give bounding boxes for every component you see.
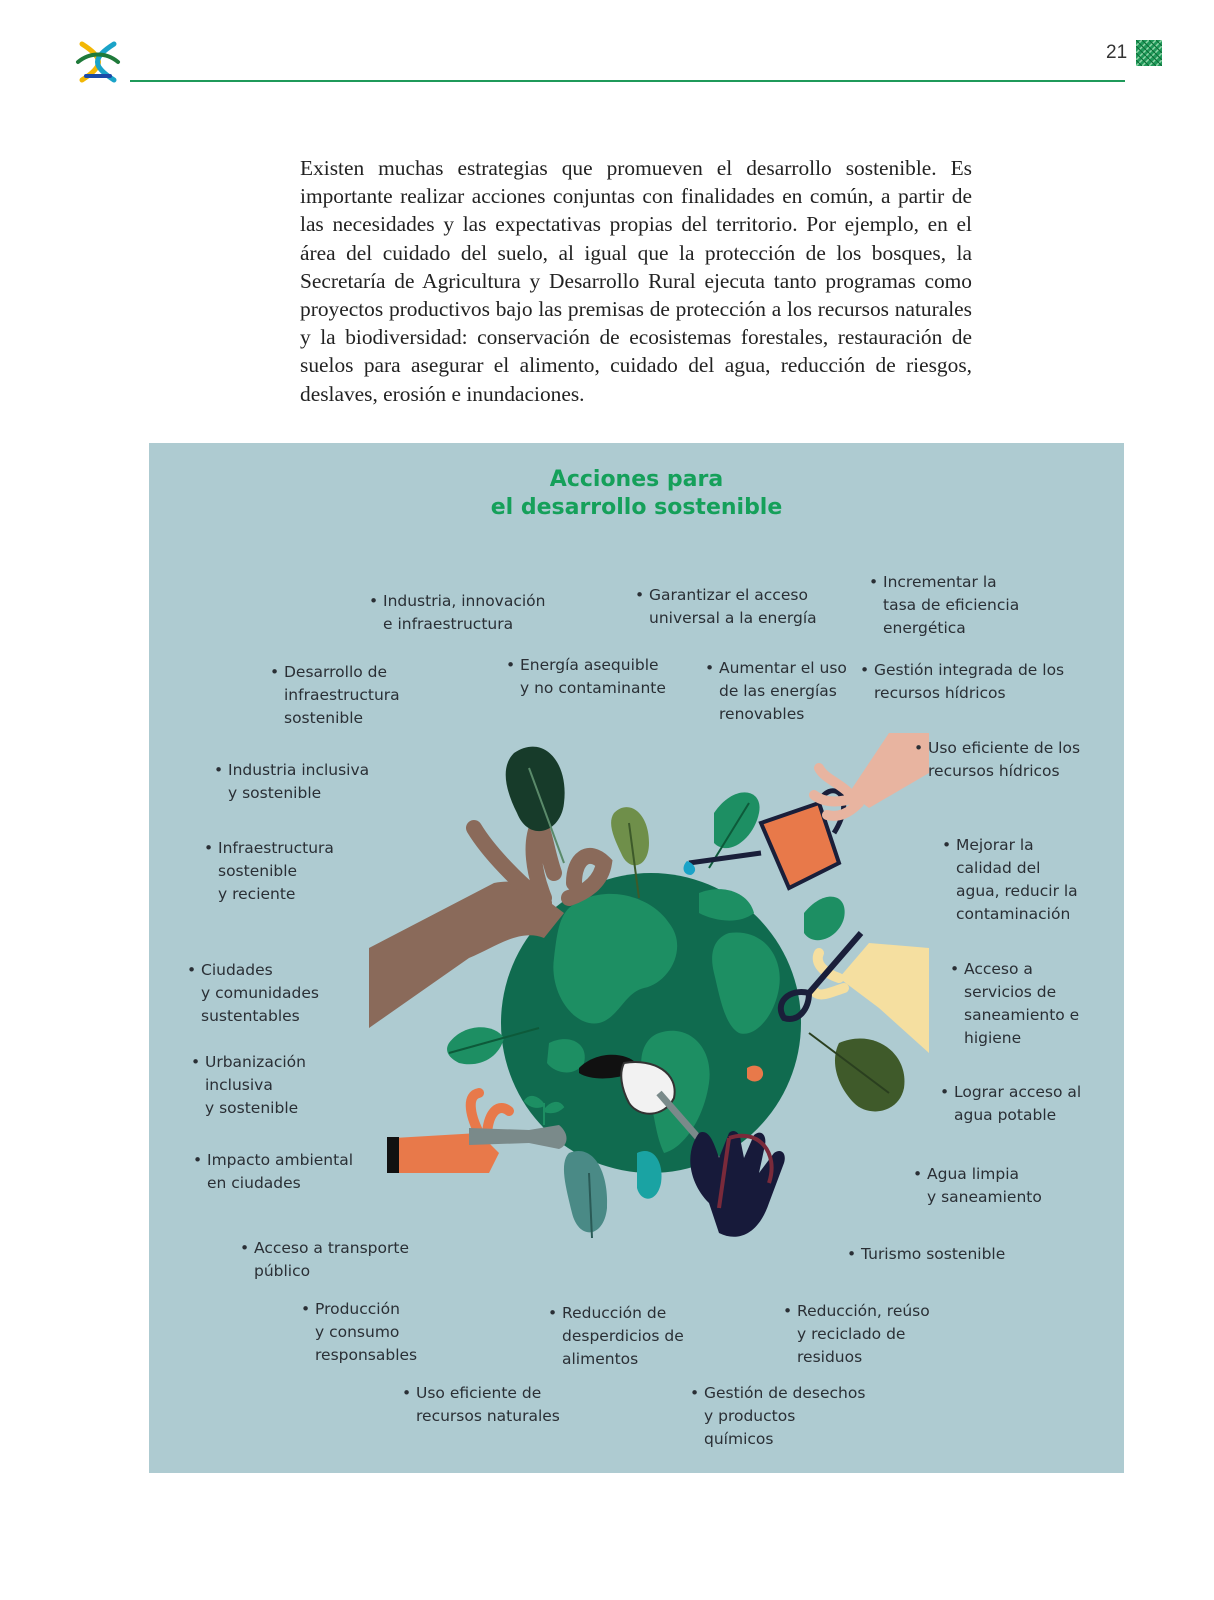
globe-hands-plants-illustration: [369, 733, 929, 1273]
action-item-ciudades-comunidades: • Ciudades y comunidades sustentables: [187, 961, 319, 1025]
pale-arm: [839, 943, 929, 1053]
action-item-uso-eficiente-hidricos: • Uso eficiente de los recursos hídricos: [914, 739, 1081, 780]
teal-leaf: [714, 792, 760, 848]
action-item-industria-innovacion: • Industria, innovación e infraestructura: [369, 592, 546, 633]
small-creature: [747, 1066, 763, 1082]
double-helix-logo-icon: [74, 38, 122, 86]
action-item-agua-potable: • Lograr acceso al agua potable: [940, 1083, 1082, 1124]
header-rule: [130, 80, 1125, 82]
action-item-infraestructura-sostenible: • Desarrollo de infraestructura sostenible: [270, 663, 400, 727]
action-item-acceso-energia: • Garantizar el acceso universal a la energía: [635, 586, 817, 627]
action-item-produccion-consumo: • Producción y consumo responsables: [301, 1300, 418, 1364]
action-item-recursos-naturales: • Uso eficiente de recursos naturales: [402, 1384, 560, 1425]
action-item-energias-renovables: • Aumentar el uso de las energías renovables: [705, 659, 847, 723]
black-cuff: [387, 1137, 399, 1173]
infographic-title-line2: el desarrollo sostenible: [490, 495, 783, 520]
page-number: 21: [1106, 42, 1128, 63]
dark-leaf: [506, 747, 565, 831]
action-item-infraestructura-reciente: • Infraestructura sostenible y reciente: [204, 839, 334, 903]
intro-paragraph: Existen muchas estrategias que promueven el desarrollo sostenible. Es importante realizar acciones conjuntas con finalidades en común, a partir de las necesidades y las expectativas propias del territorio. Por ejemplo, en el área del cuidado del suelo, al igual que la protección de los bosques, la Secretaría de Agricultura y Desarrollo Rural ejecuta tanto programas como proyectos productivos bajo las premisas de protección a los recursos naturales y la biodiversidad: conservación de ecosistemas forestales, restauración de suelos para asegurar el alimento, cuidado del agua, reducción de riesgos, deslaves, erosión e inundaciones.: [300, 156, 972, 406]
green-pattern-icon: [1136, 40, 1162, 66]
navy-hand: [690, 1131, 785, 1237]
action-item-transporte-publico: • Acceso a transporte público: [240, 1239, 409, 1280]
continent-europe: [699, 889, 754, 920]
action-item-impacto-ambiental: • Impacto ambiental en ciudades: [193, 1151, 354, 1192]
action-item-agua-limpia: • Agua limpia y saneamiento: [913, 1165, 1042, 1206]
action-item-gestion-recursos-hidricos: • Gestión integrada de los recursos hídricos: [860, 661, 1065, 702]
action-item-desperdicios-alimentos: • Reducción de desperdicios de alimentos: [548, 1304, 684, 1368]
action-item-eficiencia-energetica: • Incrementar la tasa de eficiencia energética: [869, 573, 1020, 637]
action-item-turismo-sostenible: • Turismo sostenible: [847, 1245, 1006, 1263]
continent-oceania: [547, 1039, 585, 1072]
infographic-panel: [149, 443, 1124, 1473]
action-item-industria-inclusiva: • Industria inclusiva y sostenible: [214, 761, 370, 802]
action-item-reduccion-reuso-reciclado: • Reducción, reúso y reciclado de residuos: [783, 1302, 930, 1366]
infographic-title-line1: Acciones para: [549, 467, 724, 492]
action-item-saneamiento-higiene: • Acceso a servicios de saneamiento e higiene: [950, 960, 1080, 1047]
action-item-urbanizacion-inclusiva: • Urbanización inclusiva y sostenible: [191, 1053, 306, 1117]
orange-hand-fingers: [471, 1093, 509, 1133]
action-item-energia-asequible: • Energía asequible y no contaminante: [506, 656, 666, 697]
lower-right-leaf: [835, 1039, 905, 1112]
action-item-desechos-quimicos: • Gestión de desechos y productos químicos: [690, 1384, 866, 1448]
right-leaf: [804, 897, 845, 941]
action-item-calidad-agua: • Mejorar la calidad del agua, reducir la contaminación: [942, 836, 1078, 923]
